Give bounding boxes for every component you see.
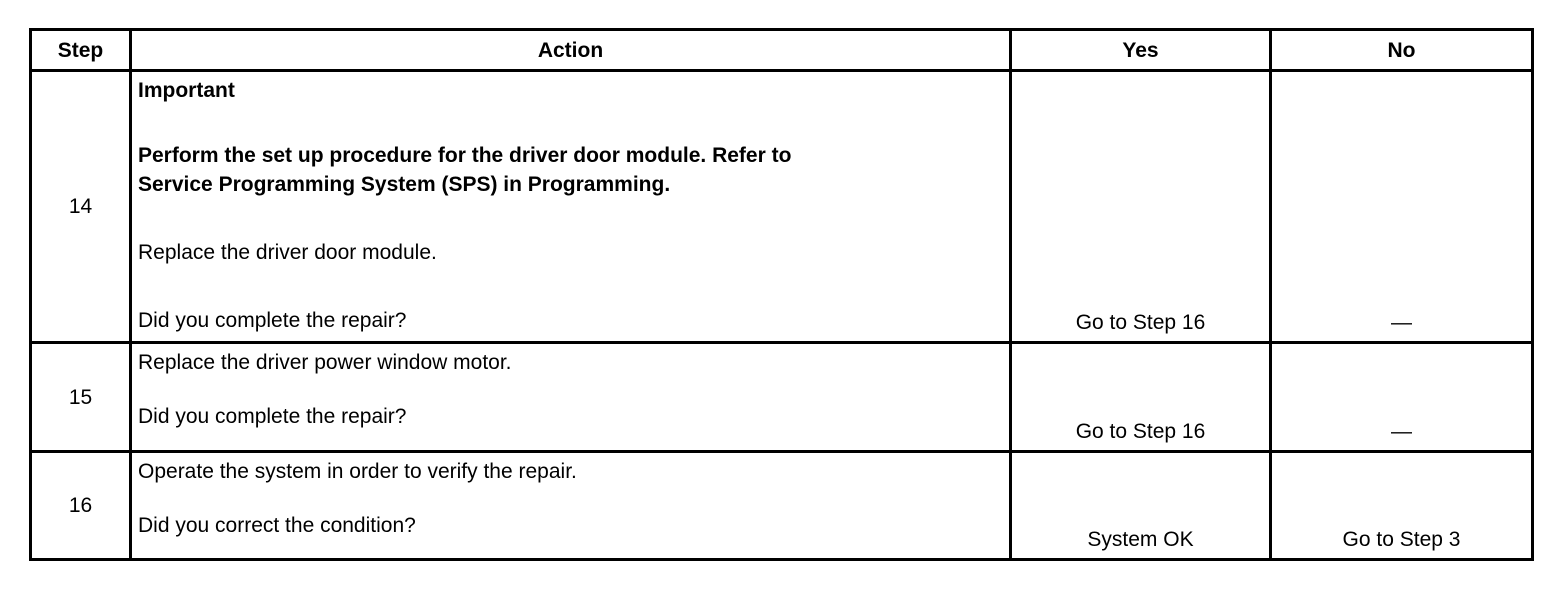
header-action: Action bbox=[131, 30, 1011, 71]
no-result: — bbox=[1271, 71, 1533, 343]
diagnostic-table bbox=[29, 28, 1534, 561]
action-cell bbox=[131, 452, 1011, 560]
table-row bbox=[31, 71, 1533, 343]
step-number: 14 bbox=[31, 71, 131, 343]
yes-result: Go to Step 16 bbox=[1011, 71, 1271, 343]
no-result: Go to Step 3 bbox=[1271, 452, 1533, 560]
action-cell bbox=[131, 343, 1011, 452]
header-no: No bbox=[1271, 30, 1533, 71]
action-instruction: Replace the driver power window motor. bbox=[138, 351, 512, 374]
action-question: Did you complete the repair? bbox=[138, 405, 407, 428]
table-header-row bbox=[31, 30, 1533, 71]
step-number: 16 bbox=[31, 452, 131, 560]
important-label: Important bbox=[138, 79, 235, 102]
header-yes: Yes bbox=[1011, 30, 1271, 71]
important-text: Service Programming System (SPS) in Programming. bbox=[138, 173, 671, 196]
table-row bbox=[31, 343, 1533, 452]
action-instruction: Operate the system in order to verify the repair. bbox=[138, 460, 577, 483]
yes-result: System OK bbox=[1011, 452, 1271, 560]
table-row bbox=[31, 452, 1533, 560]
action-cell bbox=[131, 71, 1011, 343]
action-question: Did you correct the condition? bbox=[138, 514, 416, 537]
action-question: Did you complete the repair? bbox=[138, 309, 407, 332]
no-result: — bbox=[1271, 343, 1533, 452]
step-number: 15 bbox=[31, 343, 131, 452]
yes-result: Go to Step 16 bbox=[1011, 343, 1271, 452]
header-step: Step bbox=[31, 30, 131, 71]
important-text: Perform the set up procedure for the driver door module. Refer to bbox=[138, 144, 792, 167]
action-instruction: Replace the driver door module. bbox=[138, 241, 437, 264]
